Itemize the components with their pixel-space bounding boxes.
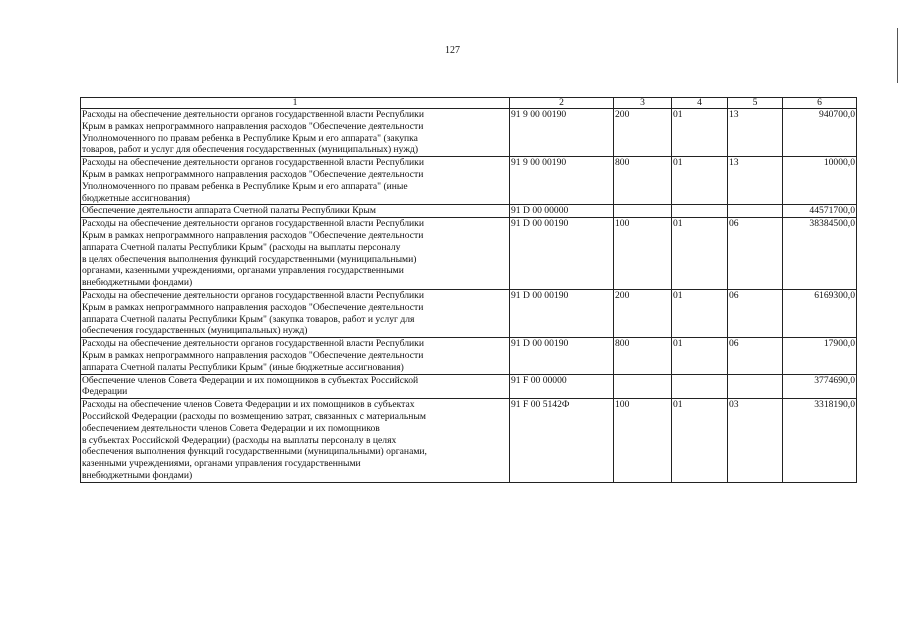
- column-header: 3: [614, 98, 672, 109]
- row-code: 91 9 00 00190: [510, 109, 614, 157]
- description-line: аппарата Счетной палаты Республики Крым" (закупка товаров, работ и услуг для: [82, 313, 415, 325]
- row-description: [81, 157, 510, 205]
- row-section: 01: [672, 338, 728, 374]
- row-expense-type: [614, 374, 672, 399]
- budget-table: [80, 97, 857, 483]
- row-expense-type: 800: [614, 157, 672, 205]
- row-amount: 44571700,0: [783, 205, 857, 218]
- row-code: 91 D 00 00190: [510, 289, 614, 337]
- row-code: 91 F 00 5142Ф: [510, 399, 614, 483]
- description-line: обеспечения государственных (муниципальных) нужд): [82, 325, 308, 337]
- description-line: Крым в рамках непрограммного направления расходов "Обеспечение деятельности: [82, 120, 424, 132]
- description-line: обеспечения выполнения функций государственными (муниципальными) органами,: [82, 446, 427, 458]
- description-line: Расходы на обеспечение деятельности органов государственной власти Республики: [82, 289, 424, 301]
- column-header: 4: [672, 98, 728, 109]
- row-expense-type: 200: [614, 289, 672, 337]
- row-amount: 3318190,0: [783, 399, 857, 483]
- row-amount: 6169300,0: [783, 289, 857, 337]
- row-description: [81, 374, 510, 399]
- description-line: внебюджетными фондами): [82, 277, 193, 289]
- description-line: Уполномоченного по правам ребенка в Республике Крым и его аппарата" (иные: [82, 180, 408, 192]
- description-line: Федерации: [82, 386, 128, 398]
- table-row: [81, 157, 857, 205]
- table-header-row: [81, 98, 857, 109]
- description-line: казенными учреждениями, органами управления государственными: [82, 458, 361, 470]
- row-description: [81, 399, 510, 483]
- row-section: 01: [672, 218, 728, 290]
- description-line: обеспечением деятельности членов Совета Федерации и их помощников: [82, 422, 380, 434]
- row-description: [81, 289, 510, 337]
- row-subsection: [728, 205, 783, 218]
- row-code: 91 9 00 00190: [510, 157, 614, 205]
- row-expense-type: 200: [614, 109, 672, 157]
- page-edge-mark: [897, 28, 898, 83]
- row-amount: 940700,0: [783, 109, 857, 157]
- description-line: Расходы на обеспечение членов Совета Федерации и их помощников в субъектах: [82, 399, 415, 411]
- column-header: 6: [783, 98, 857, 109]
- row-section: [672, 205, 728, 218]
- description-line: органами, казенными учреждениями, органами управления государственными: [82, 265, 404, 277]
- row-section: 01: [672, 109, 728, 157]
- description-line: Расходы на обеспечение деятельности органов государственной власти Республики: [82, 218, 424, 230]
- row-amount: 38384500,0: [783, 218, 857, 290]
- row-expense-type: 100: [614, 218, 672, 290]
- row-subsection: 13: [728, 109, 783, 157]
- row-subsection: 06: [728, 289, 783, 337]
- page-number: 127: [445, 45, 460, 56]
- description-line: в целях обеспечения выполнения функций государственными (муниципальными): [82, 253, 417, 265]
- row-code: 91 D 00 00190: [510, 338, 614, 374]
- column-header: 2: [510, 98, 614, 109]
- row-subsection: [728, 374, 783, 399]
- description-line: Обеспечение деятельности аппарата Счетной палаты Республики Крым: [82, 205, 376, 217]
- description-line: Крым в рамках непрограммного направления расходов "Обеспечение деятельности: [82, 349, 424, 361]
- table-row: [81, 374, 857, 399]
- description-line: Расходы на обеспечение деятельности органов государственной власти Республики: [82, 157, 424, 169]
- row-subsection: 06: [728, 218, 783, 290]
- row-section: 01: [672, 289, 728, 337]
- row-amount: 17900,0: [783, 338, 857, 374]
- description-line: Крым в рамках непрограммного направления расходов "Обеспечение деятельности: [82, 229, 424, 241]
- column-header: 1: [81, 98, 510, 109]
- table-row: [81, 289, 857, 337]
- description-line: Крым в рамках непрограммного направления расходов "Обеспечение деятельности: [82, 301, 424, 313]
- row-section: [672, 374, 728, 399]
- row-description: [81, 109, 510, 157]
- row-description: [81, 338, 510, 374]
- table-row: [81, 109, 857, 157]
- row-amount: 3774690,0: [783, 374, 857, 399]
- table-row: [81, 399, 857, 483]
- description-line: Обеспечение членов Совета Федерации и их помощников в субъектах Российской: [82, 374, 419, 386]
- description-line: аппарата Счетной палаты Республики Крым" (иные бюджетные ассигнования): [82, 361, 404, 373]
- description-line: товаров, работ и услуг для обеспечения государственных (муниципальных) нужд): [82, 144, 419, 156]
- table-row: [81, 338, 857, 374]
- description-line: Расходы на обеспечение деятельности органов государственной власти Республики: [82, 109, 424, 120]
- description-line: в субъектах Российской Федерации) (расходы на выплаты персоналу в целях: [82, 434, 397, 446]
- row-expense-type: 800: [614, 338, 672, 374]
- description-line: Крым в рамках непрограммного направления расходов "Обеспечение деятельности: [82, 168, 424, 180]
- table-row: [81, 205, 857, 218]
- table-row: [81, 218, 857, 290]
- description-line: бюджетные ассигнования): [82, 192, 190, 204]
- row-expense-type: 100: [614, 399, 672, 483]
- column-header: 5: [728, 98, 783, 109]
- row-code: 91 F 00 00000: [510, 374, 614, 399]
- row-section: 01: [672, 157, 728, 205]
- row-amount: 10000,0: [783, 157, 857, 205]
- row-section: 01: [672, 399, 728, 483]
- row-subsection: 06: [728, 338, 783, 374]
- description-line: Уполномоченного по правам ребенка в Республике Крым и его аппарата" (закупка: [82, 132, 418, 144]
- row-code: 91 D 00 00190: [510, 218, 614, 290]
- description-line: аппарата Счетной палаты Республики Крым" (расходы на выплаты персоналу: [82, 241, 401, 253]
- description-line: внебюджетными фондами): [82, 469, 193, 481]
- description-line: Российской Федерации (расходы по возмещению затрат, связанных с материальным: [82, 410, 426, 422]
- row-description: [81, 205, 510, 218]
- row-description: [81, 218, 510, 290]
- row-subsection: 13: [728, 157, 783, 205]
- row-expense-type: [614, 205, 672, 218]
- row-code: 91 D 00 00000: [510, 205, 614, 218]
- row-subsection: 03: [728, 399, 783, 483]
- description-line: Расходы на обеспечение деятельности органов государственной власти Республики: [82, 338, 424, 350]
